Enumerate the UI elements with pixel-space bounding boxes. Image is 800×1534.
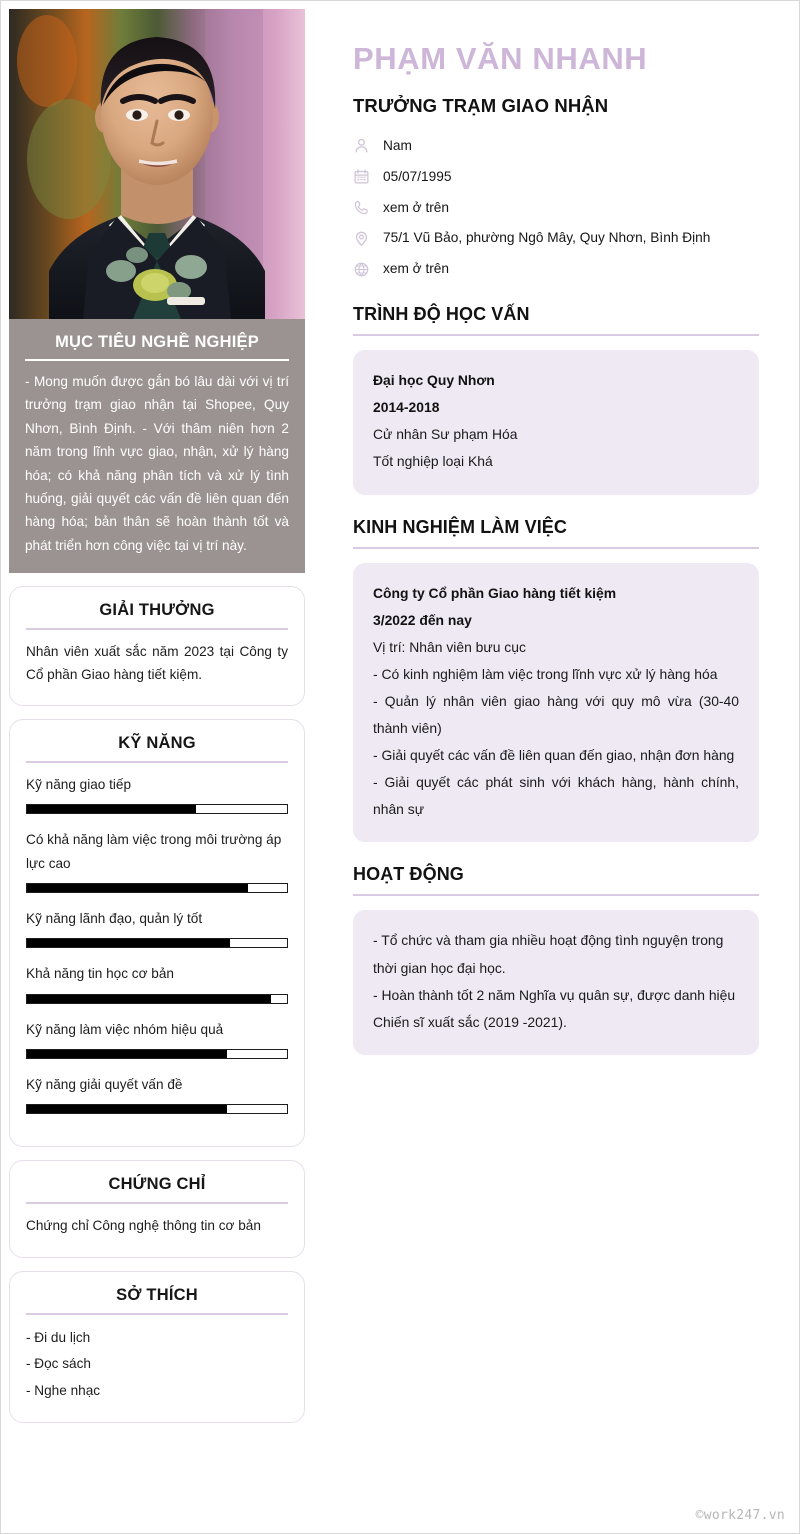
education-years: 2014-2018: [373, 399, 440, 416]
skill-progress-bar: [26, 804, 288, 814]
activity-bullet: - Tổ chức và tham gia nhiều hoạt động tình nguyện trong thời gian học đại học.: [373, 932, 724, 976]
skill-progress-bar: [26, 1049, 288, 1059]
phone-icon: [353, 199, 370, 216]
certificates-text: Chứng chỉ Công nghệ thông tin cơ bản: [26, 1218, 261, 1234]
career-objective-section: [9, 319, 305, 573]
skill-label: Có khả năng làm việc trong môi trường áp lực cao: [26, 832, 282, 871]
page-title: PHẠM VĂN NHANH: [353, 41, 648, 76]
location-pin-icon: [353, 230, 370, 247]
experience-heading: KINH NGHIỆM LÀM VIỆC: [353, 517, 759, 549]
skill-progress-bar: [26, 1104, 288, 1114]
skill-progress-bar: [26, 994, 288, 1004]
contact-value: xem ở trên: [383, 261, 450, 277]
hobby-item: - Nghe nhạc: [26, 1382, 101, 1398]
contact-value: 75/1 Vũ Bảo, phường Ngô Mây, Quy Nhơn, Bình Định: [383, 230, 711, 246]
experience-panel: [353, 563, 759, 843]
experience-bullet: - Giải quyết các vấn đề liên quan đến giao, nhận đơn hàng: [373, 747, 735, 764]
cv-sheet: [9, 9, 793, 1511]
hobbies-list: [26, 1325, 288, 1405]
skill-label: Kỹ năng làm việc nhóm hiệu quả: [26, 1021, 224, 1037]
activities-panel: [353, 910, 759, 1054]
contact-row: [353, 260, 759, 278]
left-column: [9, 9, 305, 1511]
skill-progress-fill: [27, 805, 196, 813]
skill-progress-fill: [27, 995, 271, 1003]
skills-card: [9, 719, 305, 1148]
skill-progress-fill: [27, 939, 230, 947]
experience-bullets: [373, 661, 739, 824]
hobbies-card: [9, 1271, 305, 1424]
career-objective-heading: MỤC TIÊU NGHỀ NGHIỆP: [25, 333, 289, 361]
contact-value: 05/07/1995: [383, 168, 452, 184]
experience-period: 3/2022 đến nay: [373, 611, 472, 628]
experience-bullet: - Quản lý nhân viên giao hàng với quy mô vừa (30-40 thành viên): [373, 692, 739, 737]
hobby-item: - Đọc sách: [26, 1356, 91, 1372]
awards-text: Nhân viên xuất sắc năm 2023 tại Công ty Cổ phần Giao hàng tiết kiệm.: [26, 644, 288, 683]
skill-progress-bar: [26, 938, 288, 948]
skill-label: Khả năng tin học cơ bản: [26, 966, 174, 982]
skill-item: [26, 907, 288, 948]
watermark: ©work247.vn: [695, 1508, 785, 1523]
experience-bullet: - Giải quyết các phát sinh với khách hàng, hành chính, nhân sự: [373, 774, 739, 818]
awards-card: [9, 586, 305, 706]
portrait-photo-icon: [9, 9, 305, 319]
contact-row: [353, 137, 759, 155]
experience-position: Vị trí: Nhân viên bưu cục: [373, 638, 526, 655]
job-title: TRƯỞNG TRẠM GIAO NHẬN: [353, 95, 609, 116]
contact-value: Nam: [383, 138, 412, 153]
education-heading: TRÌNH ĐỘ HỌC VẤN: [353, 304, 759, 336]
activities-heading: HOẠT ĐỘNG: [353, 864, 759, 896]
skill-item: [26, 828, 288, 893]
skill-label: Kỹ năng lãnh đạo, quản lý tốt: [26, 910, 203, 926]
awards-heading: GIẢI THƯỞNG: [26, 601, 288, 630]
contact-row: [353, 229, 759, 247]
certificates-heading: CHỨNG CHỈ: [26, 1175, 288, 1204]
contact-list: [353, 137, 759, 278]
skill-progress-fill: [27, 1050, 227, 1058]
skill-item: [26, 1073, 288, 1114]
skill-label: Kỹ năng giao tiếp: [26, 776, 132, 792]
certificates-card: [9, 1160, 305, 1257]
skills-list: [26, 773, 288, 1115]
right-column: [305, 9, 793, 1511]
skill-item: [26, 1018, 288, 1059]
career-objective-text: - Mong muốn được gắn bó lâu dài với vị trí trưởng trạm giao nhận tại Shopee, Quy Nhơn, Bình Định. - Với thâm niên hơn 2 năm trong lĩnh vực giao, nhận, xử lý hàng hóa; có khả năng phân tích và xử lý tình huống, giải quyết các vấn đề liên quan đến hàng hóa; bản thân sẽ hoàn thành tốt và phát triển hơn công việc tại vị trí này.: [25, 374, 289, 553]
activity-bullet: - Hoàn thành tốt 2 năm Nghĩa vụ quân sự, được danh hiệu Chiến sĩ xuất sắc (2019 -2021).: [373, 986, 736, 1030]
skill-item: [26, 773, 288, 814]
contact-value: xem ở trên: [383, 199, 450, 215]
experience-company: Công ty Cổ phần Giao hàng tiết kiệm: [373, 584, 617, 601]
education-degree: Cử nhân Sư phạm Hóa: [373, 426, 518, 443]
skill-progress-fill: [27, 884, 248, 892]
globe-icon: [353, 261, 370, 278]
hobbies-heading: SỞ THÍCH: [26, 1286, 288, 1315]
calendar-icon: [353, 168, 370, 185]
skill-label: Kỹ năng giải quyết vấn đề: [26, 1077, 183, 1092]
skill-progress-fill: [27, 1105, 227, 1113]
person-icon: [353, 137, 370, 154]
skills-heading: KỸ NĂNG: [26, 734, 288, 763]
avatar: [9, 9, 305, 319]
education-panel: [353, 350, 759, 494]
education-result: Tốt nghiệp loại Khá: [373, 453, 493, 470]
education-school: Đại học Quy Nhơn: [373, 372, 495, 389]
skill-item: [26, 962, 288, 1003]
contact-row: [353, 199, 759, 217]
experience-bullet: - Có kinh nghiệm làm việc trong lĩnh vực xử lý hàng hóa: [373, 665, 718, 682]
skill-progress-bar: [26, 883, 288, 893]
hobby-item: - Đi du lịch: [26, 1329, 91, 1345]
contact-row: [353, 168, 759, 186]
activities-bullets: [373, 927, 739, 1035]
